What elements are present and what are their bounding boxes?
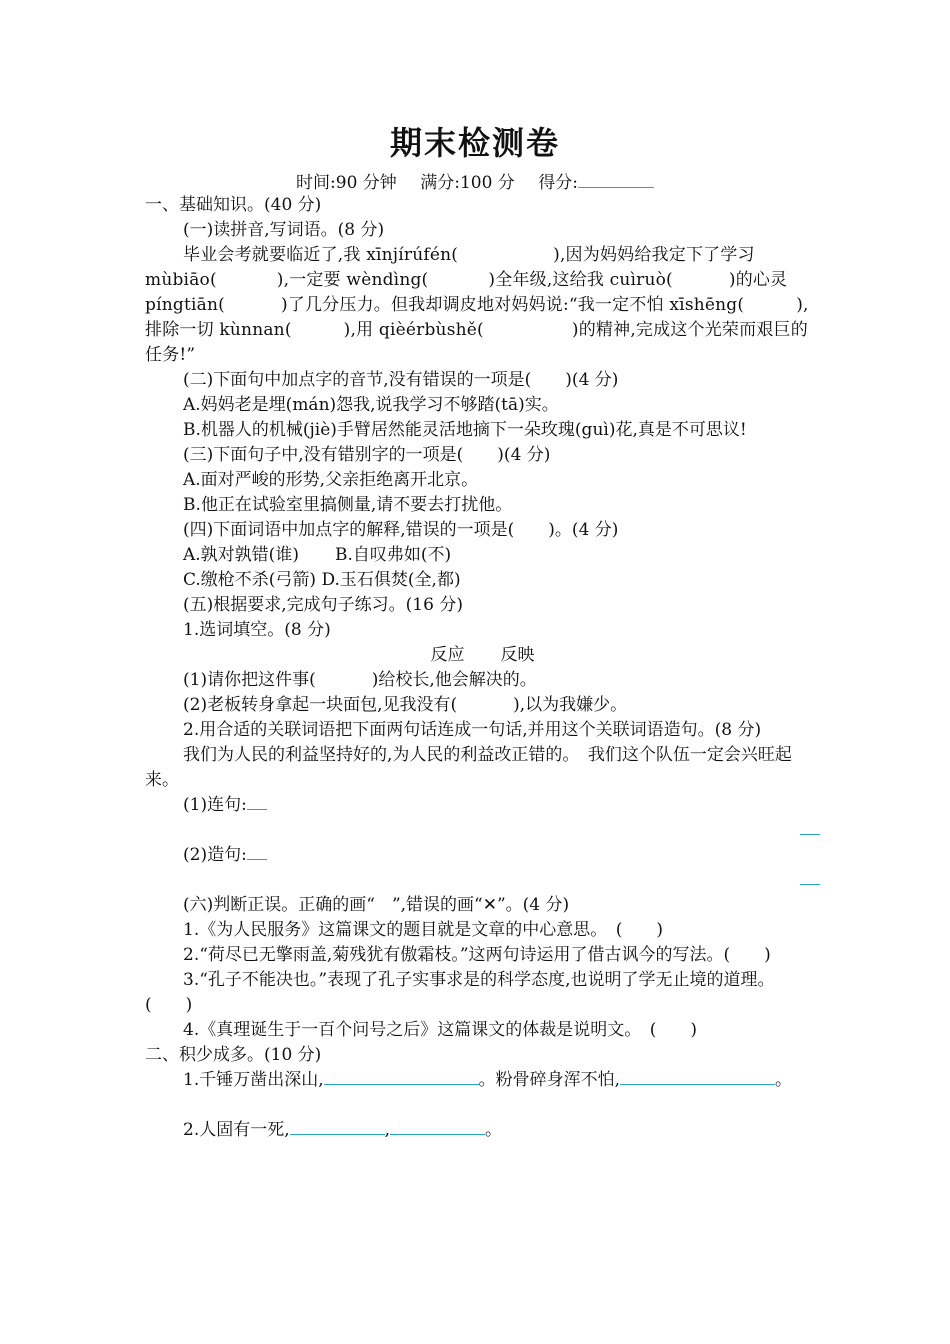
word-choices: 反应 反映 — [430, 645, 535, 665]
make-sentence: (2)造句: — [145, 843, 820, 868]
section2-heading: 二、积少成多。(10 分) — [145, 1045, 322, 1065]
q6-item-1: 1.《为人民服务》这篇课文的题目就是文章的中心意思。 ( ) — [183, 920, 663, 940]
join-blank[interactable] — [247, 793, 267, 810]
make-line-end — [145, 868, 820, 893]
page-title: 期末检测卷 — [389, 124, 560, 162]
q5-sentence: 我们为人民的利益坚持好的,为人民的利益改正错的。 我们这个队伍一定会兴旺起来。 — [145, 745, 792, 790]
q1-passage: 毕业会考就要临近了,我 xīnjírúfén( ),因为妈妈给我定下了学习 mùbiāo( ),一定要 wèndìng( )全年级,这给我 cuìruò( )的心灵 píngtiān( )了几分压力。但我却调皮地对妈妈说:“我一定不怕 xīshēng( ),排除一切 kùnnan( ),用 qièérbùshě( )的精神,完成这个光荣而艰巨的任务!” — [145, 245, 809, 365]
q3-option-b: B.他正在试验室里搞侧量,请不要去打扰他。 — [183, 495, 513, 515]
q3-heading: (三)下面句子中,没有错别字的一项是( )(4 分) — [183, 445, 551, 465]
q6-item-3: 3.“孔子不能决也。”表现了孔子实事求是的科学态度,也说明了学无止境的道理。 ( ) — [145, 970, 784, 1015]
exam-info — [0, 168, 950, 193]
q4-options-ab: A.孰对孰错(谁) B.自叹弗如(不) — [183, 545, 452, 565]
poem-2: 2.人固有一死, , 。 — [183, 1120, 503, 1140]
score-label: 得分: — [538, 173, 578, 193]
fill-2: (2)老板转身拿起一块面包,见我没有( ),以为我嫌少。 — [183, 695, 628, 715]
q4-options-cd: C.缴枪不杀(弓箭) D.玉石俱焚(全,都) — [183, 570, 461, 590]
q6-heading: (六)判断正误。正确的画“ ”,错误的画“✕”。(4 分) — [183, 895, 570, 915]
full-score-label: 满分:100 分 — [420, 173, 515, 193]
q2-option-b: B.机器人的机械(jiè)手臂居然能灵活地摘下一朵玫瑰(guì)花,真是不可思议! — [183, 420, 747, 440]
exam-content — [145, 193, 820, 1143]
poem-1: 1.千锤万凿出深山, 。粉骨碎身浑不怕, 。 — [183, 1070, 793, 1090]
score-blank[interactable] — [578, 171, 654, 188]
q4-heading: (四)下面词语中加点字的解释,错误的一项是( )。(4 分) — [183, 520, 619, 540]
q6-item-4: 4.《真理诞生于一百个问号之后》这篇课文的体裁是说明文。 ( ) — [183, 1020, 697, 1040]
join-sentence: (1)连句: — [145, 793, 820, 818]
section1-heading: 一、基础知识。(40 分) — [145, 195, 322, 215]
q2-option-a: A.妈妈老是埋(mán)怨我,说我学习不够踏(tā)实。 — [183, 395, 559, 415]
time-label: 时间:90 分钟 — [296, 173, 397, 193]
q2-heading: (二)下面句中加点字的音节,没有错误的一项是( )(4 分) — [183, 370, 619, 390]
fill-1: (1)请你把这件事( )给校长,他会解决的。 — [183, 670, 537, 690]
join-line-end — [145, 818, 820, 843]
q6-item-2: 2.“荷尽已无擎雨盖,菊残犹有傲霜枝。”这两句诗运用了借古讽今的写法。( ) — [183, 945, 771, 965]
q5-sub2: 2.用合适的关联词语把下面两句话连成一句话,并用这个关联词语造句。(8 分) — [183, 720, 762, 740]
q3-option-a: A.面对严峻的形势,父亲拒绝离开北京。 — [183, 470, 479, 490]
q1-heading: (一)读拼音,写词语。(8 分) — [183, 220, 385, 240]
q5-heading: (五)根据要求,完成句子练习。(16 分) — [183, 595, 463, 615]
q5-sub1: 1.选词填空。(8 分) — [183, 620, 331, 640]
make-blank[interactable] — [247, 843, 267, 860]
